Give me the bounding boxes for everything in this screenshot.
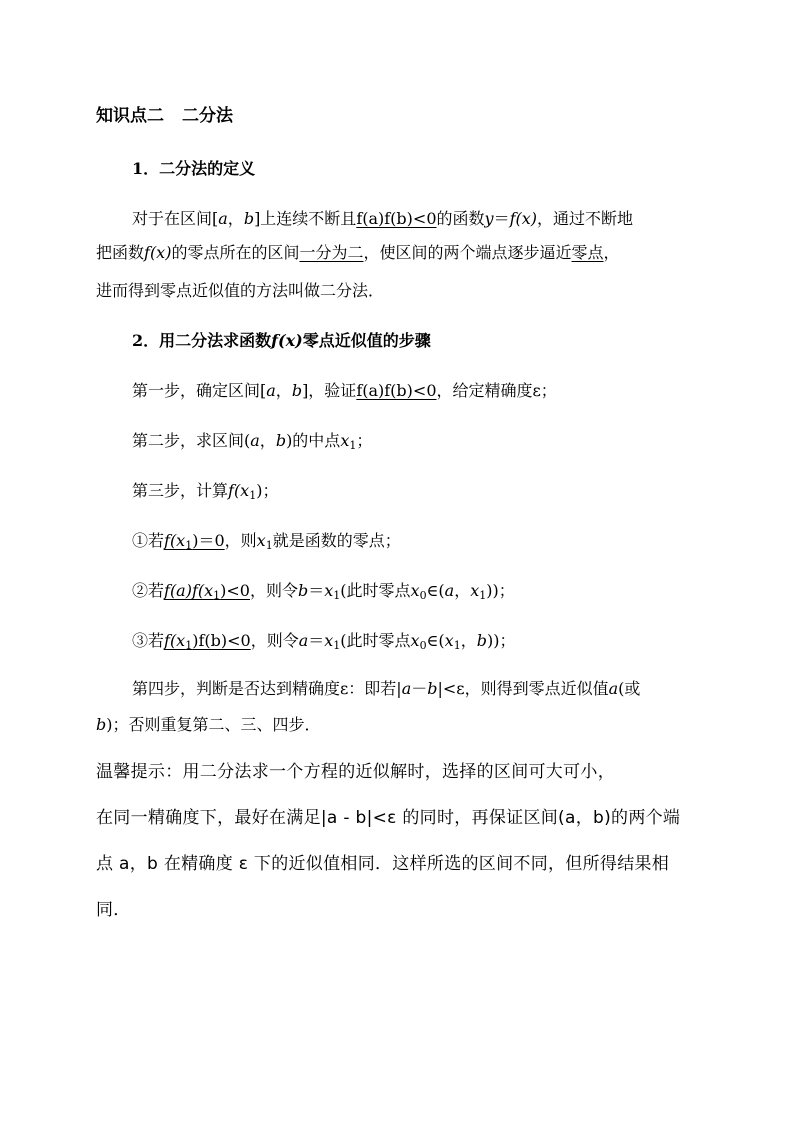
definition-line-1: 对于在区间[a，b]上连续不断且f(a)f(b)<0的函数y＝f(x)，通过不断地 (132, 209, 634, 228)
tip-line-4: 同． (96, 900, 131, 920)
blank-zero-point: 零点 (571, 243, 604, 262)
step-3: 第三步，计算$f(x_1)$； (132, 481, 279, 502)
section-title (96, 106, 233, 126)
tip-line-2: 在同一精确度下，最好在满足|a - b|<ε 的同时，再保证区间(a，b)的两个端 (96, 808, 681, 828)
blank-split-in-two: 一分为二 (299, 243, 364, 262)
section-title-left: 知识点二 (96, 106, 164, 126)
case-2-condition: $f(a)f(x_1)<0$ (164, 581, 250, 602)
step-4-line-1: 第四步，判断是否达到精确度ε：即若|a－b|<ε，则得到零点近似值a(或 (132, 679, 641, 698)
case-3-condition: $f(x_1)f(b)<0$ (164, 631, 251, 652)
step-4-line-2: b)；否则重复第二、三、四步． (96, 715, 321, 734)
section-title-right: 二分法 (182, 106, 233, 126)
condition-underline: f(a)f(b)<0 (356, 209, 437, 228)
case-1-condition: $f(x_1)=0$ (164, 531, 225, 552)
definition-heading: 1．二分法的定义 (132, 159, 256, 178)
tip-line-1: 温馨提示：用二分法求一个方程的近似解时，选择的区间可大可小， (96, 762, 615, 782)
warm-tip-paragraph (96, 749, 716, 933)
definition-line-2: 把函数f(x)的零点所在的区间一分为二，使区间的两个端点逐步逼近零点， (96, 243, 620, 262)
case-2: ②若$f(a)f(x_1)<0$，则令$b=x_1$(此时零点$x_0\in(a$，$x_1$))； (132, 581, 515, 602)
step-1: 第一步，确定区间[a，b]，验证f(a)f(b)<0，给定精确度ε； (132, 381, 557, 400)
definition-line-3: 进而得到零点近似值的方法叫做二分法． (96, 281, 385, 300)
step-1-condition: f(a)f(b)<0 (356, 381, 437, 400)
case-1: ①若$f(x_1)=0$，则$x_1$就是函数的零点； (132, 531, 401, 552)
case-3: ③若$f(x_1)f(b)<0$，则令$a=x_1$(此时零点$x_0\in(x_1$，b))； (132, 631, 516, 652)
step-2: 第二步，求区间(a，b)的中点$x_1$； (132, 431, 373, 452)
tip-line-3: 点 a，b 在精确度 ε 下的近似值相同．这样所选的区间不同，但所得结果相 (96, 854, 670, 874)
steps-heading: 2．用二分法求函数f(x)零点近似值的步骤 (132, 331, 431, 350)
